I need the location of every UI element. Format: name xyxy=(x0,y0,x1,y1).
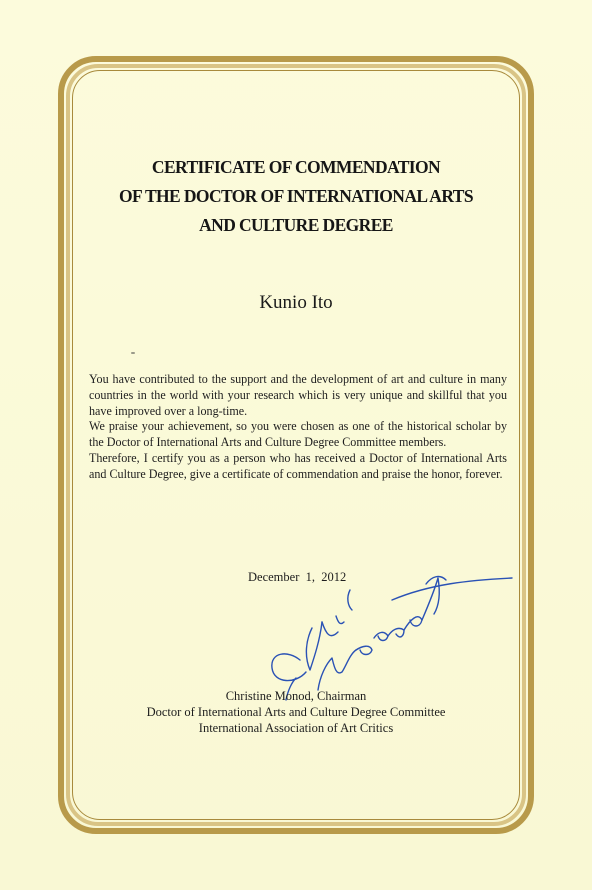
body-paragraph-1: You have contributed to the support and the development of art and culture in many countries in the world with your research which is very unique and skillful that you have improved over a long-time. xyxy=(89,372,507,418)
recipient-name: Kunio Ito xyxy=(259,292,333,313)
body-paragraph-2: We praise your achievement, so you were chosen as one of the historical scholar by the Doctor of International Arts and Culture Degree Committee members. xyxy=(89,419,507,450)
certificate-body xyxy=(89,372,507,483)
paper-speck xyxy=(131,352,135,354)
signatory-block xyxy=(90,688,502,736)
signatory-association: International Association of Art Critics xyxy=(198,721,394,735)
title-line-1: CERTIFICATE OF COMMENDATION xyxy=(151,157,441,177)
body-paragraph-3: Therefore, I certify you as a person who has received a Doctor of International Arts and Culture Degree, give a certificate of commendation and praise the honor, forever. xyxy=(89,450,507,481)
certificate-date: December 1, 2012 xyxy=(248,570,347,584)
title-line-2: OF THE DOCTOR OF INTERNATIONAL ARTS xyxy=(119,186,473,206)
certificate-title xyxy=(90,153,502,240)
signatory-name: Christine Monod, Chairman xyxy=(225,689,367,703)
title-line-3: AND CULTURE DEGREE xyxy=(199,215,393,235)
signatory-committee: Doctor of International Arts and Culture Degree Committee xyxy=(146,705,446,719)
